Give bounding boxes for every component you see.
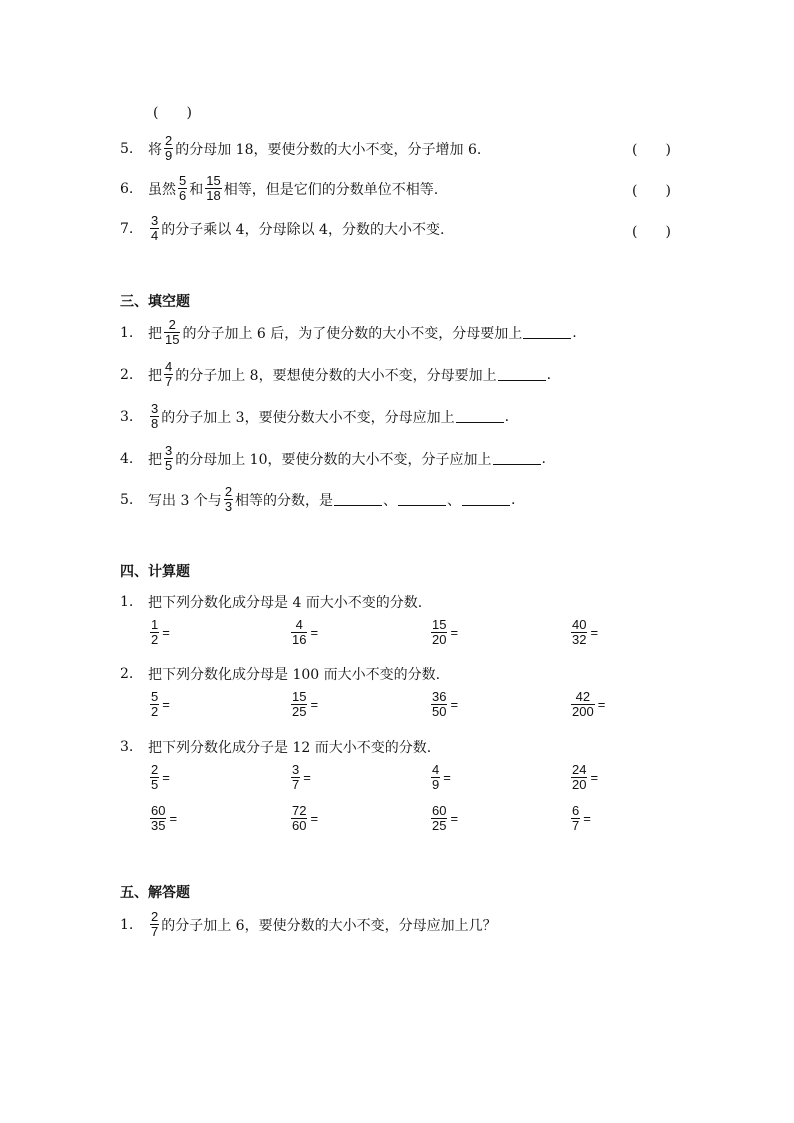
- answer-blank[interactable]: [456, 410, 504, 423]
- item-number: 5.: [120, 491, 134, 508]
- item-text-pre: 把: [148, 451, 162, 468]
- fraction: $\frac{15}{18}$: [206, 173, 221, 203]
- answer-paren: ( ): [632, 224, 671, 240]
- answer-paren-top: ( ): [153, 105, 192, 121]
- fraction: $\frac{2}{9}$: [165, 133, 173, 163]
- answer-item-1: [120, 910, 497, 939]
- calc-fraction: $\frac{3}{7}$ =: [292, 762, 311, 792]
- item-number: 1.: [120, 916, 134, 933]
- judge-item-7: [120, 214, 444, 243]
- item-text: 把下列分数化成分母是 100 而大小不变的分数.: [148, 667, 441, 683]
- item-number: 2.: [120, 666, 134, 682]
- answer-paren: ( ): [632, 142, 671, 158]
- fraction: $\frac{2}{15}$: [165, 317, 180, 347]
- item-number: 5.: [120, 140, 134, 157]
- item-text-post: 的分母加上 10，要使分数的大小不变，分子应加上: [175, 451, 492, 468]
- calc-fraction: $\frac{72}{60}$ =: [292, 803, 319, 833]
- fraction: $\frac{3}{4}$: [151, 213, 159, 243]
- item-text-post: 相等的分数，是: [235, 492, 334, 509]
- answer-blank[interactable]: [523, 326, 571, 339]
- calc-fraction: $\frac{36}{50}$ =: [432, 689, 459, 719]
- item-text-pre: 把: [148, 325, 162, 342]
- answer-blank[interactable]: [334, 493, 382, 506]
- calc-fraction: $\frac{15}{25}$ =: [292, 689, 319, 719]
- calc-fraction: $\frac{4}{16}$ =: [292, 617, 319, 647]
- item-text-pre: 虽然: [148, 181, 176, 198]
- calc-item-1: [120, 592, 422, 612]
- item-number: 3.: [120, 408, 134, 425]
- judge-item-6: [120, 174, 438, 203]
- item-text-post: 的分子加上 6 后，为了使分数的大小不变，分母要加上: [182, 325, 523, 342]
- item-text-post: 的分子加上 8，要想使分数的大小不变，分母要加上: [175, 367, 497, 384]
- item-number: 7.: [120, 220, 134, 237]
- fill-item-5: [120, 485, 516, 514]
- item-number: 1.: [120, 324, 134, 341]
- section-title-calc: 四、计算题: [120, 564, 190, 580]
- item-number: 6.: [120, 180, 134, 197]
- calc-fraction: $\frac{4}{9}$ =: [432, 762, 451, 792]
- answer-blank[interactable]: [498, 368, 546, 381]
- period: .: [504, 408, 510, 425]
- period: .: [511, 491, 516, 508]
- answer-paren: ( ): [632, 183, 671, 199]
- item-text-post: 的分母加 18，要使分数的大小不变，分子增加 6.: [175, 141, 482, 158]
- item-text-post: 的分子乘以 4，分母除以 4，分数的大小不变.: [161, 221, 445, 238]
- calc-fraction: $\frac{2}{5}$ =: [151, 762, 170, 792]
- answer-blank[interactable]: [493, 452, 541, 465]
- item-text-mid: 和: [189, 181, 204, 198]
- calc-fraction: $\frac{5}{2}$ =: [151, 689, 170, 719]
- item-text-post: 相等，但是它们的分数单位不相等.: [223, 181, 439, 198]
- calc-fraction: $\frac{1}{2}$ =: [151, 617, 170, 647]
- separator: 、: [447, 492, 462, 509]
- answer-blank[interactable]: [462, 493, 510, 506]
- fill-item-4: [120, 444, 546, 473]
- period: .: [546, 366, 552, 383]
- calc-item-3: [120, 737, 431, 757]
- period: .: [572, 324, 577, 341]
- item-number: 2.: [120, 366, 134, 383]
- item-text-pre: 把: [148, 367, 162, 384]
- period: .: [541, 450, 546, 467]
- item-number: 1.: [120, 594, 134, 610]
- section-title-answer: 五、解答题: [120, 885, 190, 901]
- item-text: 把下列分数化成分母是 4 而大小不变的分数.: [148, 595, 423, 611]
- calc-fraction: $\frac{24}{20}$ =: [572, 762, 599, 792]
- answer-blank[interactable]: [398, 493, 446, 506]
- item-text-pre: 写出 3 个与: [148, 492, 222, 509]
- item-text: 把下列分数化成分子是 12 而大小不变的分数.: [148, 740, 432, 756]
- item-text-post: 的分子加上 6，要使分数的大小不变，分母应加上几？: [161, 917, 497, 934]
- fraction: $\frac{4}{7}$: [165, 359, 173, 389]
- item-text-post: 的分子加上 3，要使分数大小不变，分母应加上: [161, 409, 455, 426]
- fill-item-2: [120, 360, 551, 389]
- section-title-fill: 三、填空题: [120, 294, 190, 310]
- calc-item-2: [120, 664, 440, 684]
- calc-fraction: $\frac{60}{25}$ =: [432, 803, 459, 833]
- calc-fraction: $\frac{40}{32}$ =: [572, 617, 599, 647]
- fraction: $\frac{5}{6}$: [179, 173, 187, 203]
- item-number: 4.: [120, 450, 134, 467]
- fraction: $\frac{2}{3}$: [224, 484, 233, 514]
- item-number: 3.: [120, 739, 134, 755]
- item-text-pre: 将: [148, 141, 162, 158]
- separator: 、: [383, 492, 398, 509]
- fill-item-1: [120, 318, 577, 347]
- calc-fraction: $\frac{6}{7}$ =: [572, 803, 591, 833]
- fraction: $\frac{3}{5}$: [165, 443, 173, 473]
- calc-fraction: $\frac{15}{20}$ =: [432, 617, 459, 647]
- fraction: $\frac{2}{7}$: [151, 909, 159, 939]
- calc-fraction: $\frac{42}{200}$ =: [572, 689, 606, 719]
- fraction: $\frac{3}{8}$: [151, 401, 159, 431]
- judge-item-5: [120, 134, 481, 163]
- calc-fraction: $\frac{60}{35}$ =: [151, 803, 178, 833]
- fill-item-3: [120, 402, 509, 431]
